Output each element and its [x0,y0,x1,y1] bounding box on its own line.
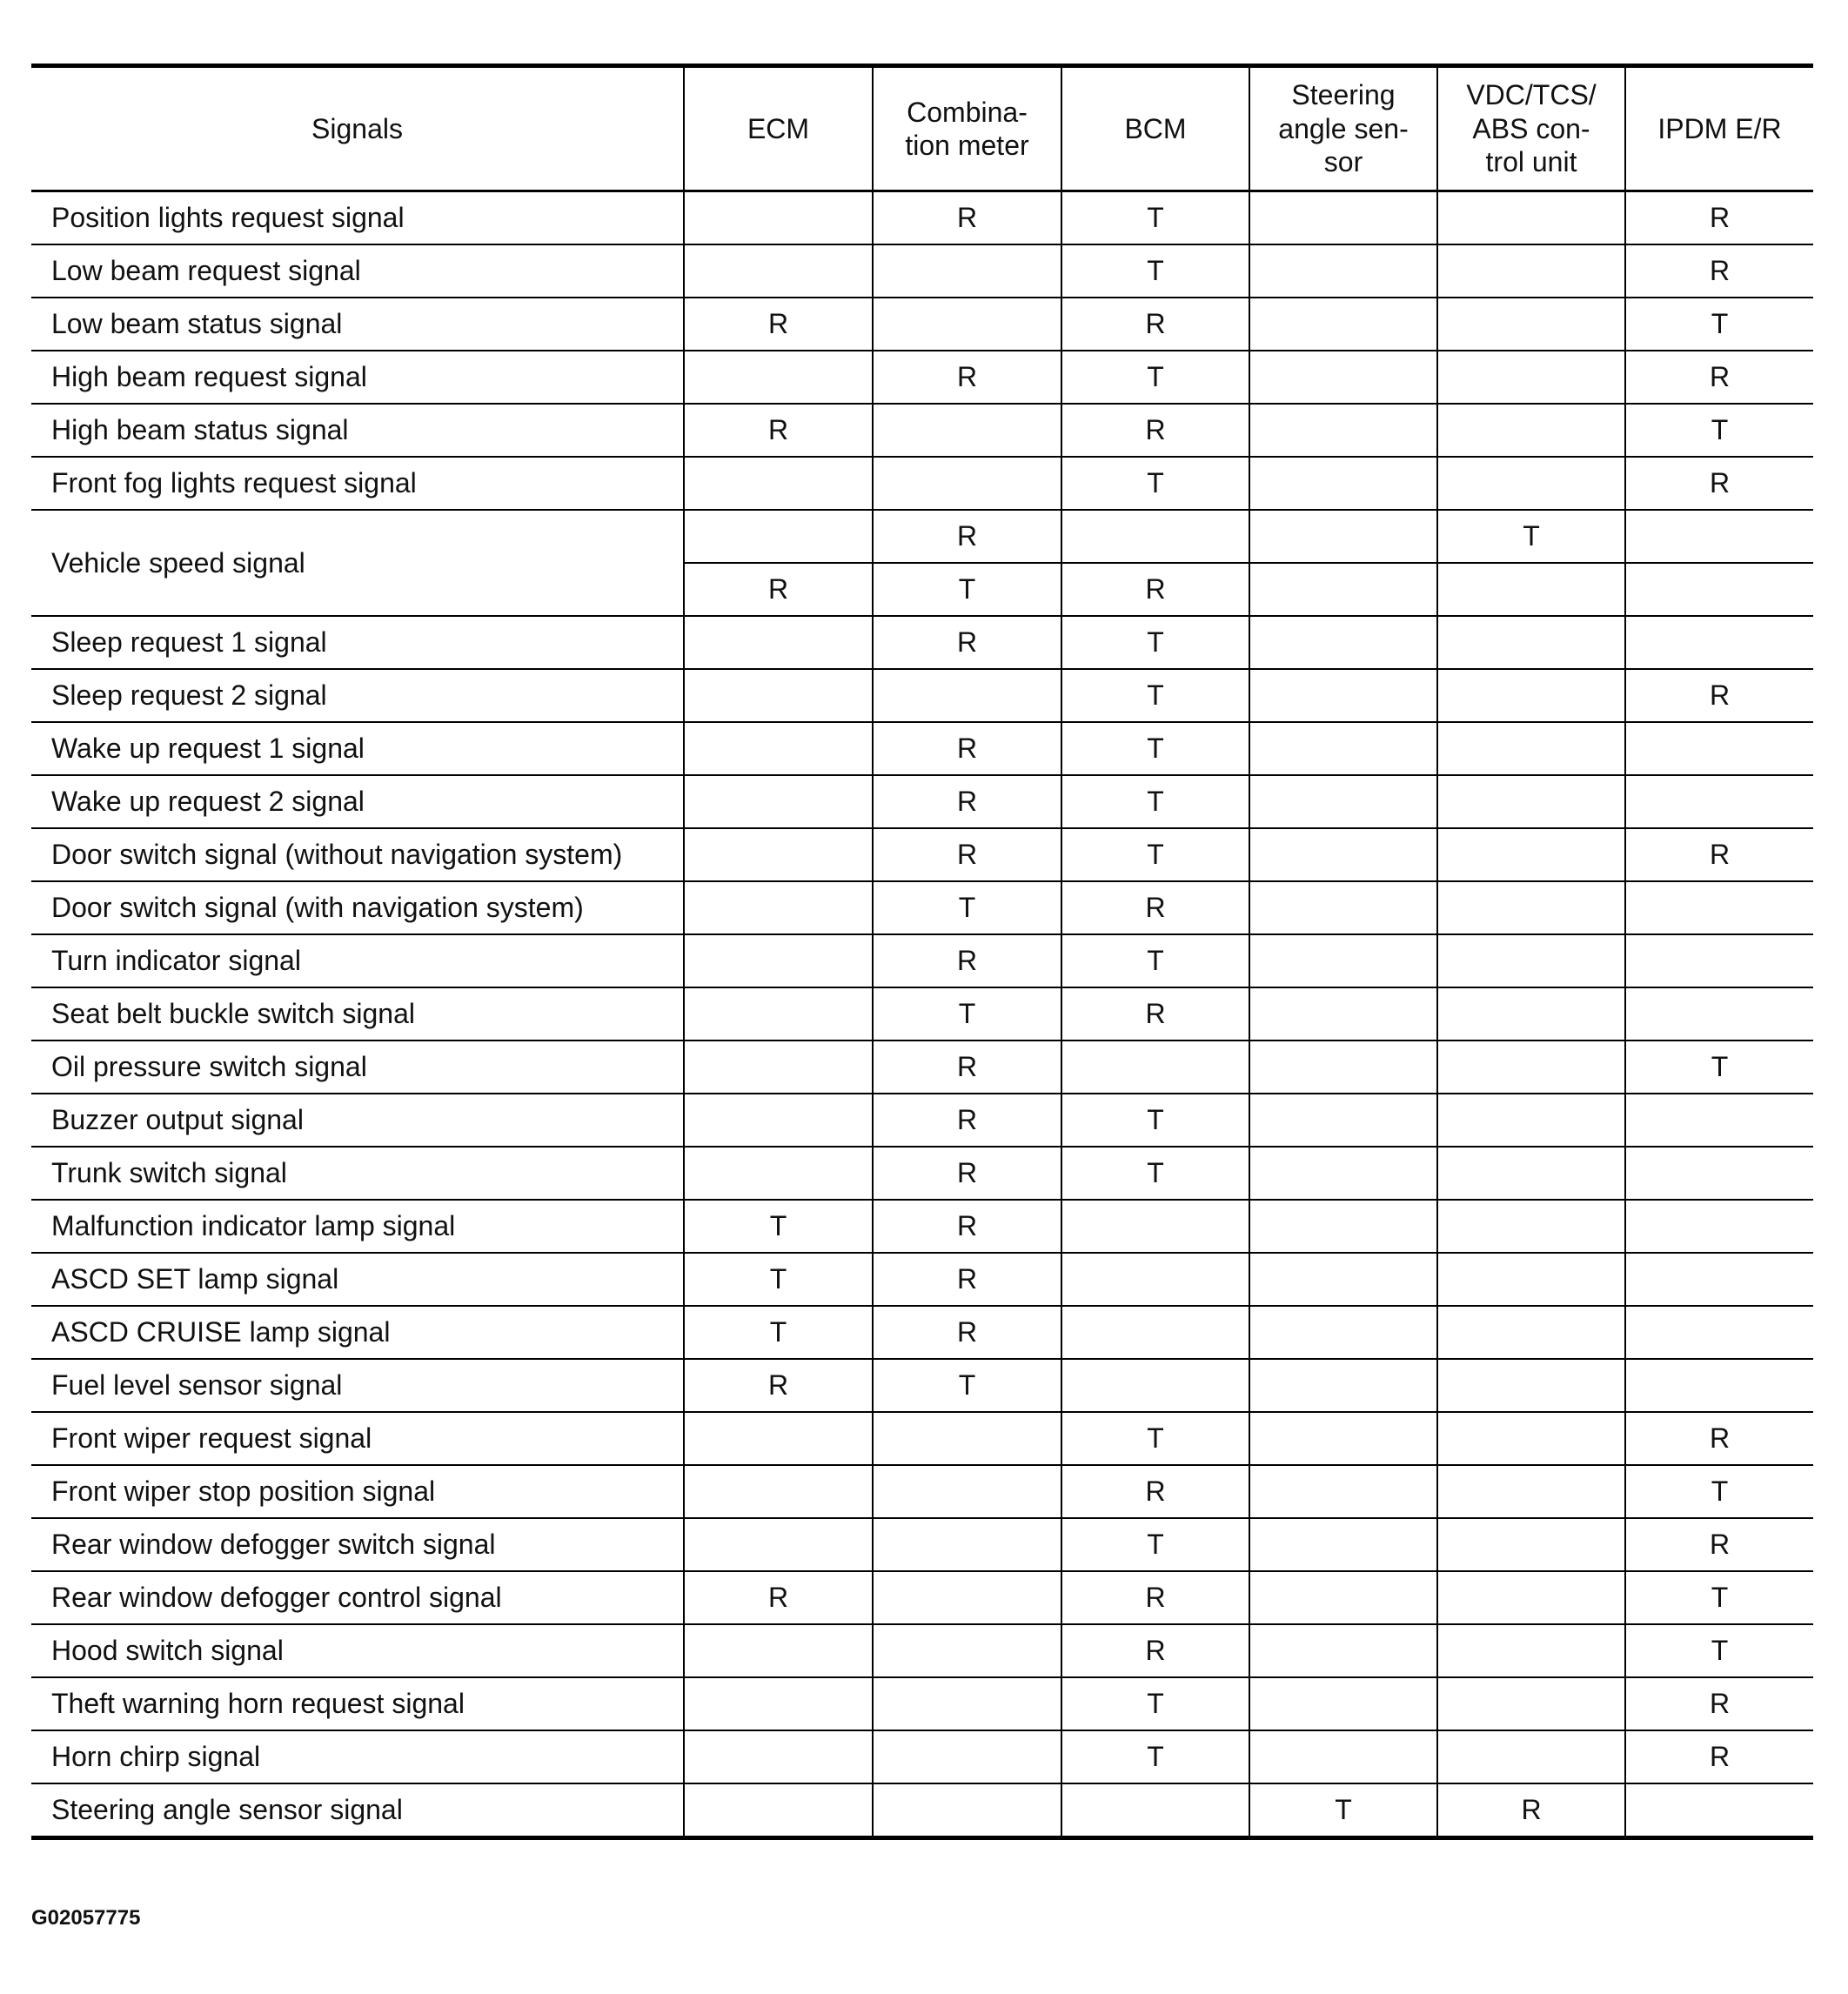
header-combination-meter: Combina- tion meter [873,66,1061,191]
signal-value-cell [1249,934,1437,987]
signal-table [31,64,1813,1840]
header-ipdm-er: IPDM E/R [1625,66,1813,191]
signal-name-cell: Theft warning horn request signal [31,1677,684,1730]
signal-value-cell [684,1465,873,1518]
signal-value-cell [1437,1306,1625,1359]
signal-value-cell: R [873,1147,1061,1200]
signal-name-cell: Seat belt buckle switch signal [31,987,684,1040]
table-row [31,1465,1813,1518]
signal-value-cell [873,1624,1061,1677]
signal-value-cell [1437,1040,1625,1094]
table-row [31,1783,1813,1838]
table-row [31,298,1813,351]
signal-value-cell [1437,669,1625,722]
signal-value-cell [1249,1359,1437,1412]
signal-value-cell [1061,1040,1249,1094]
signal-value-cell [684,457,873,510]
signal-value-cell: T [1061,616,1249,669]
signal-value-cell: T [873,881,1061,934]
signal-value-cell [684,722,873,775]
signal-value-cell [1437,1094,1625,1147]
table-row [31,987,1813,1040]
signal-name-cell: Front wiper request signal [31,1412,684,1465]
signal-value-cell [684,1412,873,1465]
signal-value-cell [684,351,873,404]
signal-value-cell: T [1061,1518,1249,1571]
signal-name-cell: Sleep request 2 signal [31,669,684,722]
signal-value-cell [1625,934,1813,987]
signal-value-cell: T [1061,1094,1249,1147]
signal-value-cell [1437,1624,1625,1677]
signal-value-cell [873,1412,1061,1465]
signal-value-cell: R [1625,191,1813,245]
signal-value-cell: T [1625,404,1813,457]
signal-value-cell: R [1061,881,1249,934]
signal-value-cell: T [1061,1147,1249,1200]
signal-value-cell [1437,722,1625,775]
signal-value-cell [1249,1253,1437,1306]
table-row [31,1306,1813,1359]
signal-value-cell [1437,563,1625,616]
signal-value-cell [1437,1412,1625,1465]
signal-name-cell: Fuel level sensor signal [31,1359,684,1412]
signal-name-cell: Oil pressure switch signal [31,1040,684,1094]
signal-value-cell [684,1147,873,1200]
signal-value-cell [1437,987,1625,1040]
signal-value-cell: R [1061,1624,1249,1677]
signal-value-cell [1437,1253,1625,1306]
signal-value-cell [1437,1147,1625,1200]
signal-value-cell: R [1625,669,1813,722]
signal-value-cell [1625,510,1813,563]
signal-value-cell: R [1061,987,1249,1040]
table-row [31,934,1813,987]
signal-value-cell [1437,1465,1625,1518]
table-row [31,1200,1813,1253]
signal-value-cell [1249,987,1437,1040]
signal-name-cell: Door switch signal (with navigation system) [31,881,684,934]
signal-value-cell [1437,298,1625,351]
signal-name-cell: High beam request signal [31,351,684,404]
table-row [31,775,1813,828]
signal-value-cell: T [1061,244,1249,298]
signal-name-cell: Turn indicator signal [31,934,684,987]
table-row [31,1147,1813,1200]
signal-value-cell [1437,457,1625,510]
signal-value-cell [1437,828,1625,881]
signal-name-cell: Rear window defogger control signal [31,1571,684,1624]
signal-value-cell: T [1061,934,1249,987]
table-row [31,722,1813,775]
signal-value-cell [873,1518,1061,1571]
signal-value-cell: T [1061,351,1249,404]
signal-value-cell [1249,244,1437,298]
signal-value-cell [1249,669,1437,722]
signal-value-cell [1437,244,1625,298]
signal-value-cell [684,775,873,828]
table-row [31,1518,1813,1571]
signal-value-cell: R [1061,1465,1249,1518]
signal-value-cell [1061,1253,1249,1306]
signal-value-cell: R [873,1253,1061,1306]
signal-value-cell [1249,1571,1437,1624]
signal-value-cell: T [873,987,1061,1040]
signal-value-cell: T [1061,191,1249,245]
signal-value-cell [873,244,1061,298]
signal-value-cell: T [873,563,1061,616]
signal-value-cell [1625,881,1813,934]
signal-value-cell [1249,616,1437,669]
signal-value-cell [1249,457,1437,510]
signal-value-cell: R [873,616,1061,669]
signal-value-cell [1249,351,1437,404]
signal-value-cell [1249,563,1437,616]
signal-value-cell [1625,1783,1813,1838]
signal-name-cell: Wake up request 1 signal [31,722,684,775]
signal-value-cell [1437,1200,1625,1253]
table-body [31,191,1813,1838]
signal-value-cell: T [1437,510,1625,563]
signal-value-cell [1061,1200,1249,1253]
signal-value-cell: R [873,1094,1061,1147]
header-vdc-tcs-abs: VDC/TCS/ ABS con- trol unit [1437,66,1625,191]
header-row [31,66,1813,191]
table-row [31,457,1813,510]
signal-name-cell: Hood switch signal [31,1624,684,1677]
signal-value-cell [1249,775,1437,828]
signal-value-cell [1249,1306,1437,1359]
signal-value-cell [1249,1094,1437,1147]
signal-value-cell [1437,351,1625,404]
signal-value-cell: R [1625,828,1813,881]
signal-value-cell [873,1571,1061,1624]
signal-value-cell [1437,1571,1625,1624]
signal-value-cell [1249,1147,1437,1200]
signal-value-cell [1437,1518,1625,1571]
signal-value-cell [1625,1306,1813,1359]
signal-value-cell: R [684,298,873,351]
signal-value-cell: T [1061,457,1249,510]
signal-value-cell [1437,934,1625,987]
signal-value-cell [1437,616,1625,669]
signal-value-cell [1249,828,1437,881]
signal-value-cell: R [1061,563,1249,616]
table-row [31,828,1813,881]
signal-value-cell [873,404,1061,457]
signal-value-cell: R [684,563,873,616]
signal-value-cell [1249,1040,1437,1094]
signal-value-cell: T [1625,1040,1813,1094]
signal-name-cell: Front fog lights request signal [31,457,684,510]
signal-name-cell: High beam status signal [31,404,684,457]
signal-value-cell: R [1061,298,1249,351]
table-row [31,881,1813,934]
signal-value-cell: R [873,510,1061,563]
signal-value-cell [1061,1783,1249,1838]
signal-value-cell [684,616,873,669]
signal-value-cell: T [684,1306,873,1359]
signal-value-cell: R [873,1306,1061,1359]
table-row [31,1094,1813,1147]
signal-name-cell: Sleep request 1 signal [31,616,684,669]
signal-value-cell [1437,1730,1625,1783]
signal-value-cell [873,1677,1061,1730]
signal-name-cell: Malfunction indicator lamp signal [31,1200,684,1253]
signal-value-cell [873,1465,1061,1518]
signal-value-cell [1437,881,1625,934]
table-row [31,351,1813,404]
signal-value-cell [1249,298,1437,351]
table-row [31,244,1813,298]
signal-name-cell: Trunk switch signal [31,1147,684,1200]
signal-name-cell: ASCD CRUISE lamp signal [31,1306,684,1359]
signal-value-cell [684,1518,873,1571]
signal-value-cell [1249,404,1437,457]
signal-name-cell: Position lights request signal [31,191,684,245]
header-signals: Signals [31,66,684,191]
signal-value-cell [1249,510,1437,563]
signal-value-cell: T [1625,1571,1813,1624]
signal-value-cell [1061,510,1249,563]
signal-value-cell: R [873,1200,1061,1253]
signal-value-cell: R [1625,457,1813,510]
signal-value-cell [873,298,1061,351]
table-row [31,510,1813,563]
table-row [31,1359,1813,1412]
signal-value-cell [873,1730,1061,1783]
signal-value-cell: R [1437,1783,1625,1838]
signal-value-cell [684,1730,873,1783]
header-bcm: BCM [1061,66,1249,191]
signal-value-cell: R [1061,404,1249,457]
signal-value-cell: R [1625,351,1813,404]
signal-value-cell [1249,1465,1437,1518]
table-row [31,1253,1813,1306]
header-steering-angle-sensor: Steering angle sen- sor [1249,66,1437,191]
signal-value-cell [873,457,1061,510]
signal-value-cell: T [1061,1677,1249,1730]
signal-value-cell [684,1783,873,1838]
signal-name-cell: ASCD SET lamp signal [31,1253,684,1306]
signal-value-cell [1625,616,1813,669]
signal-value-cell [1437,1359,1625,1412]
signal-value-cell [1625,775,1813,828]
signal-value-cell [1625,1200,1813,1253]
signal-value-cell: T [1061,722,1249,775]
signal-name-cell: Rear window defogger switch signal [31,1518,684,1571]
signal-value-cell [684,987,873,1040]
signal-value-cell [684,1094,873,1147]
signal-value-cell: T [684,1253,873,1306]
table-row [31,1624,1813,1677]
signal-value-cell [684,1040,873,1094]
signal-value-cell [1249,1200,1437,1253]
signal-name-cell: Front wiper stop position signal [31,1465,684,1518]
header-ecm: ECM [684,66,873,191]
signal-value-cell: T [1061,669,1249,722]
signal-value-cell [1249,722,1437,775]
signal-value-cell [873,1783,1061,1838]
signal-value-cell [1625,1253,1813,1306]
signal-value-cell: T [1625,1465,1813,1518]
signal-value-cell [1437,191,1625,245]
signal-value-cell: T [873,1359,1061,1412]
signal-value-cell [684,1624,873,1677]
signal-value-cell: R [873,351,1061,404]
signal-value-cell: R [1625,1412,1813,1465]
table-row [31,1677,1813,1730]
signal-value-cell [684,510,873,563]
signal-value-cell [1249,1518,1437,1571]
table-row [31,1571,1813,1624]
signal-value-cell: T [1061,1412,1249,1465]
signal-value-cell [684,1677,873,1730]
signal-value-cell [873,669,1061,722]
table-row [31,1730,1813,1783]
signal-value-cell [1249,1730,1437,1783]
signal-name-cell: Vehicle speed signal [31,510,684,616]
signal-value-cell [1249,1677,1437,1730]
table-row [31,669,1813,722]
signal-value-cell: R [873,828,1061,881]
table-row [31,1040,1813,1094]
signal-value-cell [684,244,873,298]
signal-name-cell: Low beam request signal [31,244,684,298]
signal-value-cell [1249,1412,1437,1465]
signal-name-cell: Door switch signal (without navigation system) [31,828,684,881]
signal-value-cell: T [1061,775,1249,828]
signal-value-cell: R [684,404,873,457]
signal-value-cell: R [873,934,1061,987]
table-row [31,404,1813,457]
signal-value-cell [1625,1147,1813,1200]
figure-code: G02057775 [31,1906,141,1930]
signal-value-cell: R [684,1571,873,1624]
signal-value-cell [1061,1359,1249,1412]
signal-value-cell: R [1625,1518,1813,1571]
signal-value-cell [1625,722,1813,775]
signal-value-cell [684,881,873,934]
signal-value-cell [1625,1094,1813,1147]
signal-value-cell [1437,775,1625,828]
signal-value-cell [1061,1306,1249,1359]
signal-value-cell [684,934,873,987]
signal-value-cell: R [873,722,1061,775]
signal-value-cell: R [1625,1677,1813,1730]
signal-value-cell [1249,191,1437,245]
signal-value-cell: T [1061,828,1249,881]
signal-value-cell [1625,563,1813,616]
signal-value-cell [684,669,873,722]
signal-name-cell: Horn chirp signal [31,1730,684,1783]
table-row [31,191,1813,245]
signal-value-cell: R [873,775,1061,828]
signal-value-cell [1437,404,1625,457]
signal-value-cell: R [873,191,1061,245]
signal-value-cell: T [1061,1730,1249,1783]
signal-value-cell [1625,987,1813,1040]
signal-value-cell [684,828,873,881]
signal-value-cell [1625,1359,1813,1412]
signal-value-cell: T [1625,298,1813,351]
signal-name-cell: Steering angle sensor signal [31,1783,684,1838]
signal-value-cell: R [1061,1571,1249,1624]
table-row [31,1412,1813,1465]
signal-name-cell: Low beam status signal [31,298,684,351]
signal-name-cell: Buzzer output signal [31,1094,684,1147]
signal-value-cell: R [1625,1730,1813,1783]
signal-value-cell: T [684,1200,873,1253]
signal-value-cell: R [684,1359,873,1412]
signal-value-cell [1249,1624,1437,1677]
table-row [31,616,1813,669]
signal-value-cell: R [1625,244,1813,298]
signal-value-cell [1249,881,1437,934]
signal-value-cell [1437,1677,1625,1730]
signal-value-cell [684,191,873,245]
signal-value-cell: R [873,1040,1061,1094]
signal-value-cell: T [1625,1624,1813,1677]
signal-value-cell: T [1249,1783,1437,1838]
signal-name-cell: Wake up request 2 signal [31,775,684,828]
